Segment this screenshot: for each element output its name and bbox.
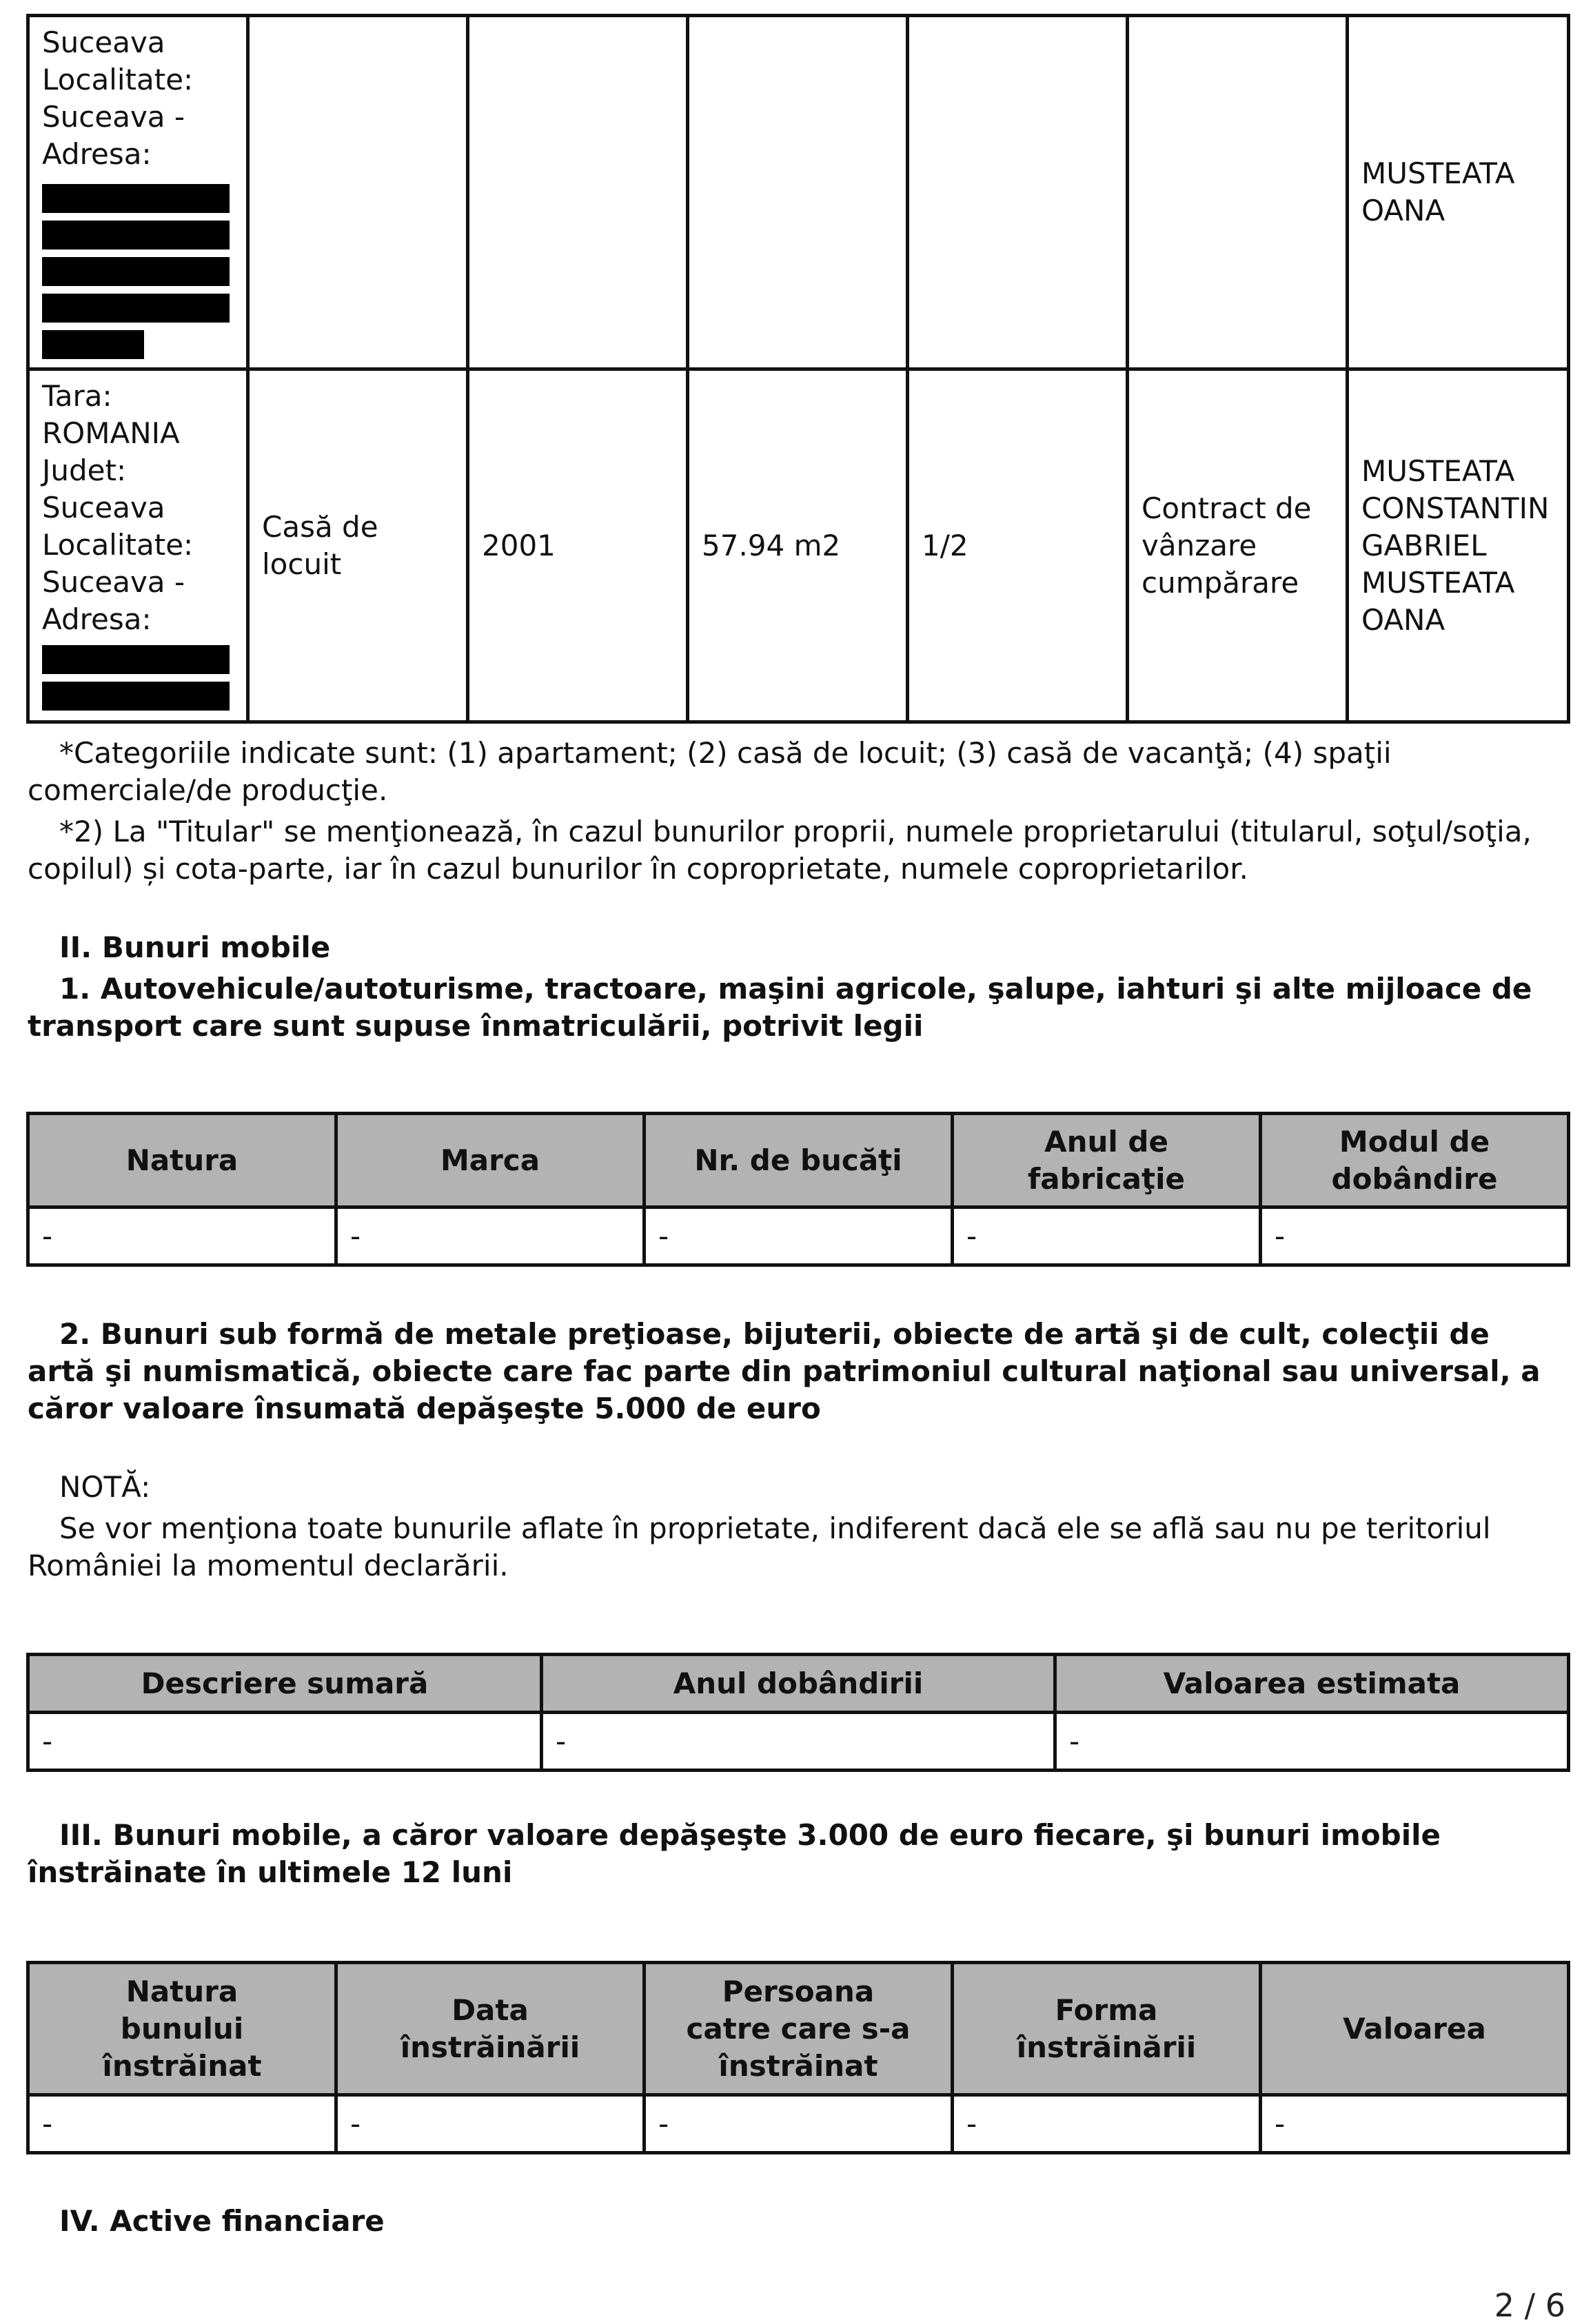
holder-line: GABRIEL <box>1361 528 1487 562</box>
table-header-row <box>28 1963 1569 2095</box>
column-header: Anul de fabricaţie <box>953 1114 1261 1207</box>
redaction-bar <box>42 682 230 711</box>
table-cell: - <box>953 1207 1261 1265</box>
column-header: Nr. de bucăţi <box>645 1114 953 1207</box>
table-row <box>28 2095 1569 2153</box>
property-table <box>26 14 1570 724</box>
redaction-bar <box>42 294 230 323</box>
address-line: Localitate: <box>42 528 194 562</box>
quota-cell <box>908 16 1128 369</box>
table-header-row <box>28 1655 1569 1713</box>
area-cell <box>688 16 908 369</box>
table-row <box>28 1713 1569 1771</box>
year-cell: 2001 <box>468 369 688 722</box>
address-line: Suceava <box>42 26 165 59</box>
table-cell: - <box>645 2095 953 2153</box>
valuables-table <box>26 1653 1570 1772</box>
nota-label: NOTĂ: <box>59 1470 151 1504</box>
table-row <box>28 16 1569 369</box>
holder-line: CONSTANTIN <box>1361 491 1550 525</box>
address-line: Tara: <box>42 379 112 413</box>
category-cell <box>248 16 468 369</box>
quota-cell: 1/2 <box>908 369 1128 722</box>
column-header: Marca <box>336 1114 645 1207</box>
table-cell: - <box>28 1713 542 1771</box>
table-cell: - <box>336 2095 645 2153</box>
acquisition-line: Contract de <box>1142 491 1312 525</box>
address-line: Suceava - <box>42 565 185 599</box>
table-header-row <box>28 1114 1569 1207</box>
holder-line: OANA <box>1361 194 1445 227</box>
page-number: 2 / 6 <box>1494 2287 1565 2324</box>
section-title: II. Bunuri mobile <box>59 930 331 964</box>
table-row <box>28 369 1569 722</box>
holder-note: *2) La "Titular" se menţionează, în cazul bunurilor proprii, numele proprietarului (titularul, soţul/soţia, copilul) și cota-parte, iar în cazul bunurilor în coproprietate, numele coproprietarilor. <box>28 815 1532 886</box>
table-cell: - <box>28 1207 336 1265</box>
redaction-bar <box>42 221 230 249</box>
redaction-bar <box>42 257 230 286</box>
vehicles-table <box>26 1112 1570 1267</box>
categories-note: *Categoriile indicate sunt: (1) apartament; (2) casă de locuit; (3) casă de vacanţă; (4) spaţii comerciale/de producţie. <box>28 736 1392 807</box>
address-cell <box>28 369 248 722</box>
address-line: Suceava - <box>42 100 185 134</box>
address-line: ROMANIA <box>42 416 180 450</box>
nota-text: Se vor menţiona toate bunurile aflate în proprietate, indiferent dacă ele se află sau nu pe teritoriul României la momentul declarării. <box>28 1511 1491 1582</box>
holder-cell <box>1348 369 1569 722</box>
section-title: IV. Active financiare <box>59 2204 385 2238</box>
section-title: III. Bunuri mobile, a căror valoare depăşeşte 3.000 de euro fiecare, şi bunuri imobile înstrăinate în ultimele 12 luni <box>28 1818 1441 1889</box>
alienated-goods-table <box>26 1961 1570 2154</box>
address-line: Localitate: <box>42 63 194 96</box>
table-cell: - <box>1261 1207 1569 1265</box>
holder-line: MUSTEATA <box>1361 565 1515 600</box>
column-header: Valoarea <box>1261 1963 1569 2095</box>
holder-line: MUSTEATA <box>1361 453 1515 488</box>
table-cell: - <box>336 1207 645 1265</box>
subsection-title: 1. Autovehicule/autoturisme, tractoare, maşini agricole, şalupe, iahturi şi alte mijloace de transport care sunt supuse înmatriculării, potrivit legii <box>28 972 1532 1043</box>
address-line: Adresa: <box>42 137 152 171</box>
column-header: Forma înstrăinării <box>953 1963 1261 2095</box>
table-cell: - <box>1261 2095 1569 2153</box>
holder-line: OANA <box>1361 602 1445 637</box>
acquisition-line: vânzare <box>1142 528 1257 562</box>
acquisition-cell <box>1128 16 1348 369</box>
address-line: Suceava <box>42 491 165 524</box>
subsection-title: 2. Bunuri sub formă de metale preţioase, bijuterii, obiecte de artă şi de cult, colecţii de artă şi numismatică, obiecte care fac parte din patrimoniul cultural naţional sau universal, a căror valoare însumată depăşeşte 5.000 de euro <box>28 1317 1541 1425</box>
column-header: Data înstrăinării <box>336 1963 645 2095</box>
acquisition-line: cumpărare <box>1142 565 1299 600</box>
column-header: Persoana catre care s-a înstrăinat <box>645 1963 953 2095</box>
year-cell <box>468 16 688 369</box>
column-header: Valoarea estimata <box>1055 1655 1569 1713</box>
column-header: Anul dobândirii <box>542 1655 1055 1713</box>
address-line: Adresa: <box>42 602 152 636</box>
column-header: Natura bunului înstrăinat <box>28 1963 336 2095</box>
column-header: Natura <box>28 1114 336 1207</box>
redaction-bar <box>42 645 230 674</box>
redaction-bar <box>42 330 144 359</box>
category-cell <box>248 369 468 722</box>
table-cell: - <box>542 1713 1055 1771</box>
column-header: Descriere sumară <box>28 1655 542 1713</box>
address-line: Judet: <box>42 453 127 487</box>
redaction-bar <box>42 184 230 213</box>
category-line: Casă de <box>262 509 378 544</box>
holder-cell <box>1348 16 1569 369</box>
acquisition-cell <box>1128 369 1348 722</box>
holder-line: MUSTEATA <box>1361 156 1515 190</box>
address-cell <box>28 16 248 369</box>
table-cell: - <box>953 2095 1261 2153</box>
table-row <box>28 1207 1569 1265</box>
table-cell: - <box>645 1207 953 1265</box>
table-cell: - <box>1055 1713 1569 1771</box>
area-cell: 57.94 m2 <box>688 369 908 722</box>
column-header: Modul de dobândire <box>1261 1114 1569 1207</box>
category-line: locuit <box>262 547 342 581</box>
table-cell: - <box>28 2095 336 2153</box>
